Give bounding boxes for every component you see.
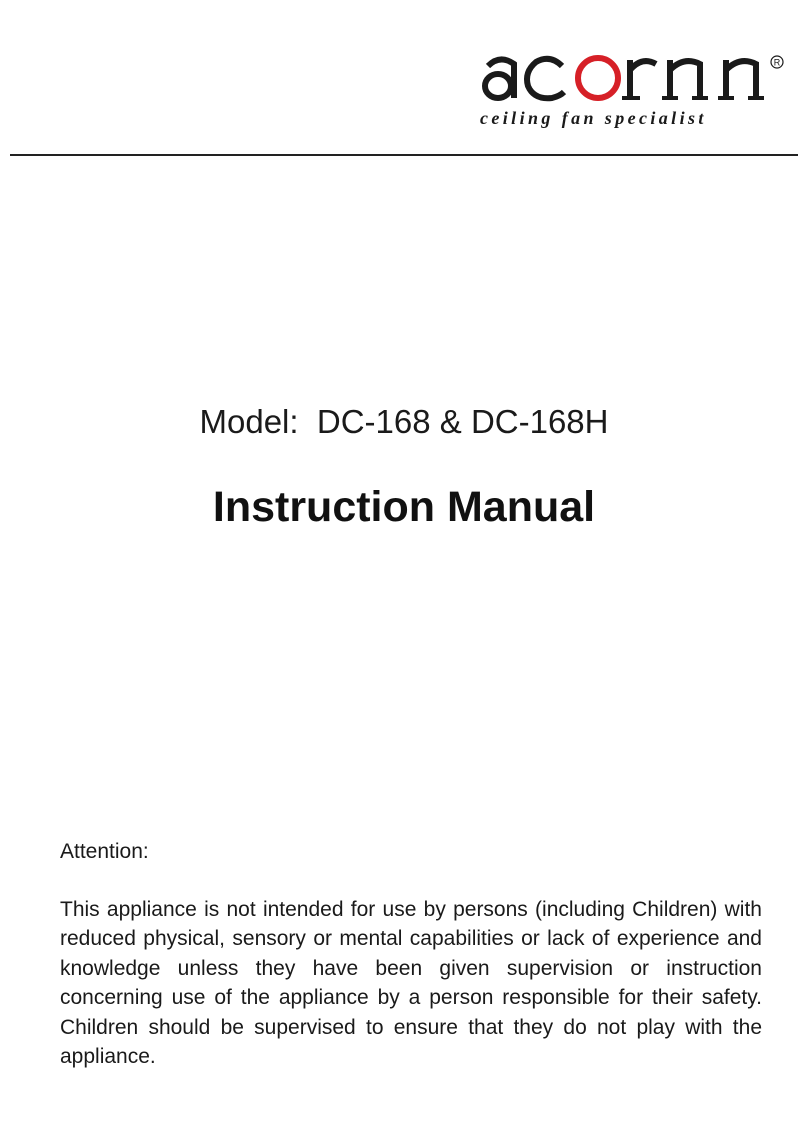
attention-body: This appliance is not intended for use by persons (including Children) with reduced physical, sensory or mental capabilities or lack of experience and knowledge unless they have been given supervision or instruction concerning use of the appliance by a person responsible for their safety. Children should be supervised to ensure that they do not play with the appliance. — [60, 898, 762, 1069]
acorn-logo-graphic — [470, 40, 790, 140]
svg-text:R: R — [773, 57, 781, 68]
logo-letter-n — [662, 60, 708, 98]
logo-letter-o — [578, 58, 618, 98]
logo-letter-r — [622, 60, 656, 98]
logo-letter-c — [527, 59, 564, 98]
attention-label: Attention: — [60, 840, 149, 863]
logo-letter-a — [485, 59, 514, 98]
brand-logo — [470, 40, 790, 140]
document-title: Instruction Manual — [212, 483, 596, 531]
logo-tagline: ceiling fan specialist — [480, 108, 707, 128]
header-divider — [10, 154, 798, 156]
model-line: Model: DC-168 & DC-168H — [199, 403, 609, 440]
logo-letter-n-2 — [718, 60, 764, 98]
